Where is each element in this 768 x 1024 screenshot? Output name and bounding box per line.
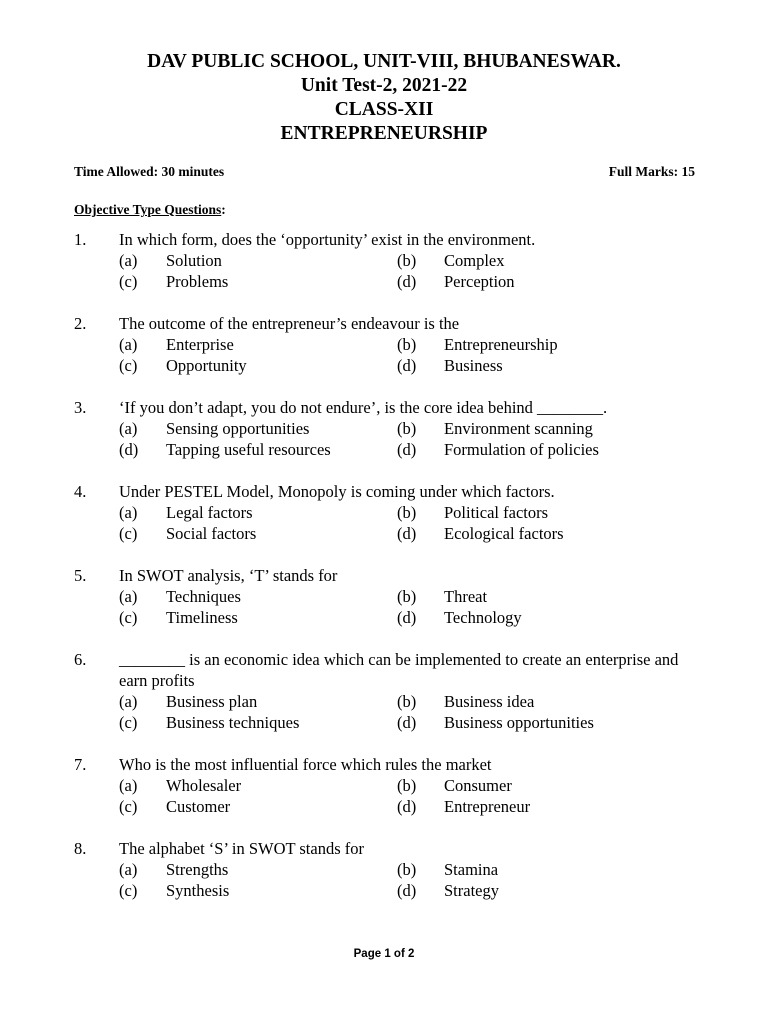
question-text: ‘If you don’t adapt, you do not endure’, is the core idea behind ________. — [119, 398, 608, 417]
subject-name: ENTREPRENEURSHIP — [280, 123, 488, 144]
class-name: CLASS-XII — [334, 99, 434, 120]
school-name: DAV PUBLIC SCHOOL, UNIT-VIII, BHUBANESWAR. — [147, 51, 621, 72]
option-text: Business techniques — [166, 713, 300, 732]
option-letter: (b) — [397, 587, 417, 606]
option-text: Threat — [444, 587, 488, 606]
option-text: Stamina — [444, 860, 499, 879]
option-letter: (a) — [119, 503, 138, 522]
question-text: In SWOT analysis, ‘T’ stands for — [119, 566, 338, 585]
document-header — [0, 50, 768, 146]
question-text: Under PESTEL Model, Monopoly is coming under which factors. — [119, 482, 555, 501]
option — [119, 502, 397, 523]
option-text: Business opportunities — [444, 713, 594, 732]
option — [397, 712, 675, 733]
option — [397, 250, 675, 271]
option-letter: (a) — [119, 776, 138, 795]
option-letter: (d) — [397, 881, 417, 900]
option-text: Ecological factors — [444, 524, 564, 543]
question-number: 6. — [74, 650, 87, 669]
option-letter: (d) — [119, 440, 139, 459]
option-letter: (c) — [119, 524, 138, 543]
question-number: 1. — [74, 230, 87, 249]
option — [397, 418, 675, 439]
page-number: Page 1 of 2 — [353, 948, 415, 960]
option — [397, 859, 675, 880]
option — [119, 355, 397, 376]
option-text: Strengths — [166, 860, 229, 879]
question — [74, 229, 699, 292]
option — [119, 586, 397, 607]
option — [119, 250, 397, 271]
option-text: Technology — [444, 608, 522, 627]
option-text: Perception — [444, 272, 515, 291]
test-name: Unit Test-2, 2021-22 — [300, 75, 468, 96]
question — [74, 565, 699, 628]
option-text: Entrepreneurship — [444, 335, 558, 354]
option — [397, 502, 675, 523]
section-title — [74, 202, 226, 218]
option-text: Business idea — [444, 692, 535, 711]
option-text: Strategy — [444, 881, 499, 900]
option-letter: (d) — [397, 272, 417, 291]
option — [119, 418, 397, 439]
option-letter: (d) — [397, 356, 417, 375]
question-number: 8. — [74, 839, 87, 858]
question-number: 5. — [74, 566, 87, 585]
section-title-text: Objective Type Questions — [74, 202, 222, 217]
option-letter: (b) — [397, 503, 417, 522]
option-letter: (c) — [119, 713, 138, 732]
option-text: Techniques — [166, 587, 241, 606]
exam-meta — [74, 164, 695, 180]
question-number: 7. — [74, 755, 87, 774]
option-letter: (c) — [119, 881, 138, 900]
full-marks: Full Marks: 15 — [608, 164, 695, 179]
option — [119, 334, 397, 355]
option-letter: (b) — [397, 860, 417, 879]
option-text: Customer — [166, 797, 231, 816]
option-letter: (d) — [397, 608, 417, 627]
option-letter: (b) — [397, 251, 417, 270]
option-text: Environment scanning — [444, 419, 593, 438]
option-letter: (d) — [397, 524, 417, 543]
option-letter: (d) — [397, 713, 417, 732]
option — [119, 859, 397, 880]
option — [119, 607, 397, 628]
option-text: Business — [444, 356, 503, 375]
option — [397, 355, 675, 376]
option-text: Tapping useful resources — [166, 440, 331, 459]
question — [74, 754, 699, 817]
option — [397, 880, 675, 901]
option-letter: (d) — [397, 440, 417, 459]
option-text: Legal factors — [166, 503, 253, 522]
option — [119, 439, 397, 460]
option — [119, 691, 397, 712]
option — [397, 775, 675, 796]
option-letter: (a) — [119, 251, 138, 270]
question-number: 4. — [74, 482, 87, 501]
question — [74, 313, 699, 376]
question-text: The alphabet ‘S’ in SWOT stands for — [119, 839, 365, 858]
option-text: Synthesis — [166, 881, 230, 900]
option — [397, 586, 675, 607]
option-text: Complex — [444, 251, 505, 270]
option-text: Formulation of policies — [444, 440, 599, 459]
option — [397, 523, 675, 544]
option-letter: (b) — [397, 419, 417, 438]
question-text: ________ is an economic idea which can be implemented to create an enterprise and earn profits — [119, 650, 679, 690]
option — [397, 691, 675, 712]
option — [397, 439, 675, 460]
option-letter: (d) — [397, 797, 417, 816]
option-text: Opportunity — [166, 356, 247, 375]
question-text: Who is the most influential force which rules the market — [119, 755, 492, 774]
option-text: Social factors — [166, 524, 257, 543]
option-text: Solution — [166, 251, 222, 270]
option-text: Timeliness — [166, 608, 238, 627]
option-text: Entrepreneur — [444, 797, 531, 816]
option-text: Political factors — [444, 503, 549, 522]
question-text: In which form, does the ‘opportunity’ exist in the environment. — [119, 230, 536, 249]
question-text: The outcome of the entrepreneur’s endeavour is the — [119, 314, 460, 333]
option-text: Enterprise — [166, 335, 234, 354]
option-text: Consumer — [444, 776, 512, 795]
option-letter: (c) — [119, 797, 138, 816]
option-letter: (a) — [119, 419, 138, 438]
question — [74, 838, 699, 901]
option-text: Wholesaler — [166, 776, 242, 795]
option-letter: (c) — [119, 272, 138, 291]
option-letter: (b) — [397, 776, 417, 795]
option-letter: (a) — [119, 587, 138, 606]
question-number: 3. — [74, 398, 87, 417]
option — [119, 880, 397, 901]
option — [397, 334, 675, 355]
option-letter: (b) — [397, 335, 417, 354]
option-text: Sensing opportunities — [166, 419, 310, 438]
option-letter: (a) — [119, 335, 138, 354]
option — [119, 796, 397, 817]
option — [397, 796, 675, 817]
question-list — [74, 229, 699, 922]
question — [74, 481, 699, 544]
question-number: 2. — [74, 314, 87, 333]
option-letter: (a) — [119, 692, 138, 711]
option — [119, 775, 397, 796]
time-allowed: Time Allowed: 30 minutes — [74, 164, 225, 179]
option-text: Problems — [166, 272, 229, 291]
option — [397, 607, 675, 628]
option-letter: (a) — [119, 860, 138, 879]
option — [397, 271, 675, 292]
option — [119, 712, 397, 733]
option-text: Business plan — [166, 692, 258, 711]
option — [119, 523, 397, 544]
option-letter: (b) — [397, 692, 417, 711]
option-letter: (c) — [119, 608, 138, 627]
option-letter: (c) — [119, 356, 138, 375]
section-title-suffix: : — [221, 202, 226, 217]
question — [74, 649, 699, 733]
option — [119, 271, 397, 292]
question — [74, 397, 699, 460]
